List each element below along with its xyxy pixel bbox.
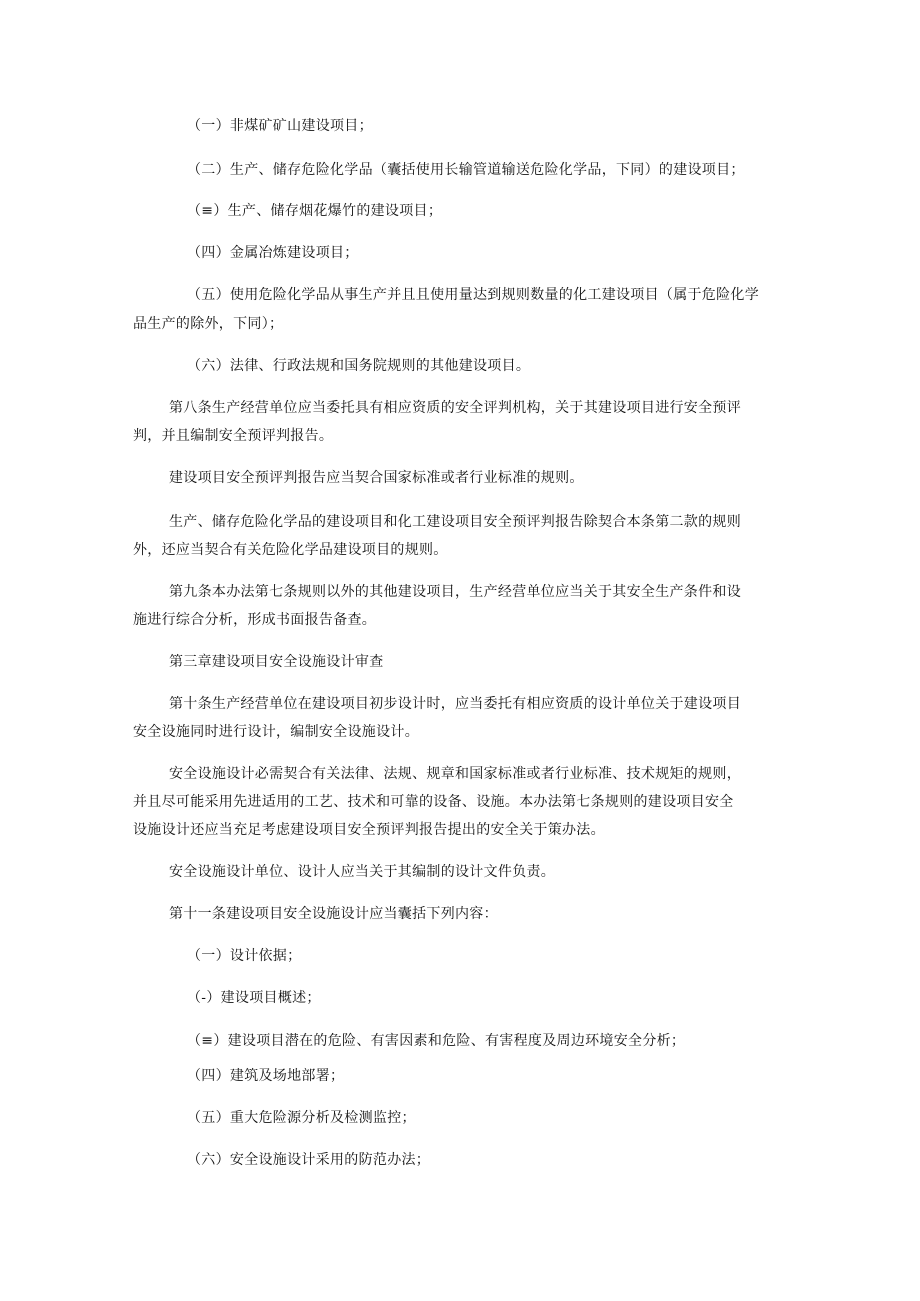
list-item-6: （六）法律、行政法规和国务院规则的其他建设项目。	[187, 358, 531, 374]
body-paragraph: 生产、储存危险化学品的建设项目和化工建设项目安全预评判报告除契合本条第二款的规则	[169, 514, 741, 530]
body-paragraph-continuation: 外，还应当契合有关危险化学品建设项目的规则。	[133, 542, 448, 558]
list-item-5: （五）使用危险化学品从事生产并且且使用量达到规则数量的化工建设项目（属于危险化学	[187, 287, 759, 303]
list-item-5: （五）重大危险源分析及检测监控；	[187, 1110, 416, 1126]
body-paragraph-continuation: 设施设计还应当充足考虑建设项目安全预评判报告提出的安全关于策办法。	[133, 822, 605, 838]
list-item-4: （四）金属冶炼建设项目；	[187, 245, 359, 261]
article-10-continuation: 安全设施同时进行设计，编制安全设施设计。	[133, 724, 419, 740]
chapter-heading: 第三章建设项目安全设施设计审查	[169, 654, 384, 670]
body-paragraph: 安全设施设计单位、设计人应当关于其编制的设计文件负责。	[169, 864, 556, 880]
article-10-paragraph: 第十条生产经营单位在建设项目初步设计时，应当委托有相应资质的设计单位关于建设项目	[169, 696, 741, 712]
article-8-continuation: 判，并且编制安全预评判报告。	[133, 428, 334, 444]
article-9-continuation: 施进行综合分析，形成书面报告备查。	[133, 612, 377, 628]
body-paragraph-continuation: 并且尽可能采用先进适用的工艺、技术和可靠的设备、设施。本办法第七条规则的建设项目安全	[133, 794, 734, 810]
body-paragraph: 建设项目安全预评判报告应当契合国家标准或者行业标准的规则。	[169, 470, 584, 486]
list-item-2: （-）建设项目概述；	[187, 990, 321, 1006]
list-item-1: （一）设计依据；	[187, 948, 302, 964]
article-8-paragraph: 第八条生产经营单位应当委托具有相应资质的安全评判机构，关于其建设项目进行安全预评	[169, 400, 741, 416]
list-item-1: （一）非煤矿矿山建设项目；	[187, 118, 373, 134]
article-9-paragraph: 第九条本办法第七条规则以外的其他建设项目，生产经营单位应当关于其安全生产条件和设	[169, 584, 741, 600]
list-item-3: （≡）生产、储存烟花爆竹的建设项目；	[187, 203, 443, 219]
list-item-2: （二）生产、储存危险化学品（囊括使用长输管道输送危险化学品，下同）的建设项目；	[187, 162, 745, 178]
list-item-3: （≡）建设项目潜在的危险、有害因素和危险、有害程度及周边环境安全分析；	[187, 1033, 686, 1049]
list-item-6: （六）安全设施设计采用的防范办法；	[187, 1152, 431, 1168]
body-paragraph: 安全设施设计必需契合有关法律、法规、规章和国家标准或者行业标准、技术规矩的规则，	[169, 766, 741, 782]
list-item-5-continuation: 品生产的除外，下同）；	[133, 316, 284, 332]
article-11-paragraph: 第十一条建设项目安全设施设计应当囊括下列内容：	[169, 906, 498, 922]
list-item-4: （四）建筑及场地部署；	[187, 1068, 345, 1084]
